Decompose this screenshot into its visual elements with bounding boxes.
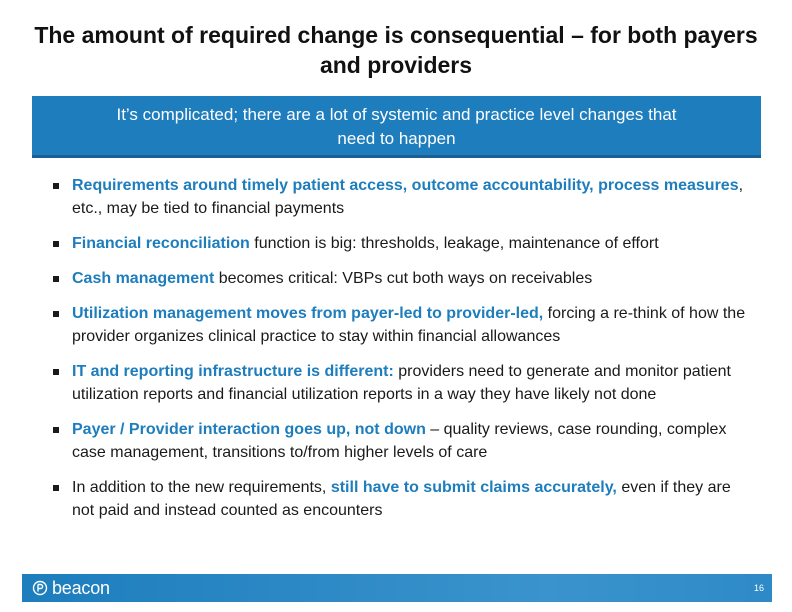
page-number: 16 bbox=[753, 583, 764, 593]
bullet-marker-icon bbox=[53, 183, 59, 189]
body-text: function is big: thresholds, leakage, maintenance of effort bbox=[249, 235, 659, 252]
bullet-item bbox=[50, 232, 750, 255]
body-text: providers need to generate and monitor patient utilization reports and financial utilization reports in a way they have likely not done bbox=[72, 363, 731, 403]
highlighted-text: Payer / Provider interaction goes up, not down bbox=[72, 421, 426, 438]
bullet-marker-icon bbox=[53, 311, 59, 317]
body-text: In addition to the new requirements, bbox=[72, 479, 331, 496]
bullet-text bbox=[72, 177, 743, 217]
bullet-item bbox=[50, 418, 750, 464]
highlighted-text: Financial reconciliation bbox=[72, 235, 250, 252]
banner-text: It’s complicated; there are a lot of systemic and practice level changes that need to happen bbox=[116, 104, 677, 148]
bullet-item bbox=[50, 360, 750, 406]
highlighted-text: Cash management bbox=[72, 270, 215, 287]
brand-logo bbox=[32, 577, 110, 599]
bullet-item bbox=[50, 174, 750, 220]
body-text: even if they are not paid and instead counted as encounters bbox=[72, 479, 731, 519]
beacon-logo-icon bbox=[32, 580, 48, 596]
bullet-marker-icon bbox=[53, 241, 59, 247]
body-text: , etc., may be tied to financial payments bbox=[72, 177, 744, 217]
body-text: forcing a re-think of how the provider organizes clinical practice to stay within financial allowances bbox=[72, 305, 746, 345]
bullet-text bbox=[72, 270, 592, 287]
bullet-text bbox=[72, 421, 726, 461]
logo-text: beacon bbox=[52, 577, 110, 598]
bullet-text bbox=[72, 479, 731, 519]
bullet-text bbox=[72, 363, 731, 403]
bullet-text bbox=[72, 305, 745, 345]
highlighted-text: Requirements around timely patient access, outcome accountability, process measures bbox=[72, 177, 739, 194]
bullet-item bbox=[50, 267, 750, 290]
bullet-marker-icon bbox=[53, 276, 59, 282]
bullet-text bbox=[72, 235, 659, 252]
summary-banner bbox=[32, 96, 761, 158]
bullet-item bbox=[50, 302, 750, 348]
slide-title: The amount of required change is consequential – for both payers and providers bbox=[34, 22, 758, 78]
highlighted-text: still have to submit claims accurately, bbox=[330, 479, 617, 496]
bullet-marker-icon bbox=[53, 485, 59, 491]
bullet-list bbox=[50, 174, 750, 522]
bullet-marker-icon bbox=[53, 369, 59, 375]
bullet-item bbox=[50, 476, 750, 522]
highlighted-text: Utilization management moves from payer-led to provider-led, bbox=[72, 305, 544, 322]
body-text: becomes critical: VBPs cut both ways on receivables bbox=[214, 270, 593, 287]
highlighted-text: IT and reporting infrastructure is different: bbox=[72, 363, 394, 380]
body-text: – quality reviews, case rounding, complex case management, transitions to/from higher levels of care bbox=[72, 421, 727, 461]
footer-bar bbox=[22, 574, 772, 602]
bullet-marker-icon bbox=[53, 427, 59, 433]
